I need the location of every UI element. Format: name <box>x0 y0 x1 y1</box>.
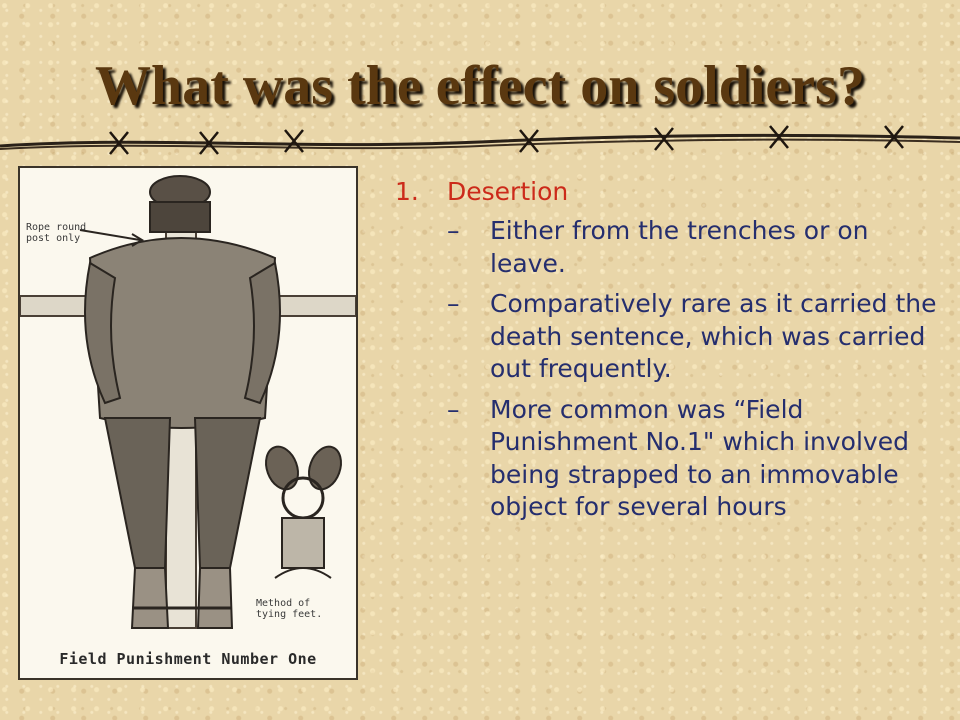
bullet-dash: – <box>447 394 460 424</box>
barbed-wire-divider <box>0 118 960 168</box>
slide-content <box>395 176 945 524</box>
bullet-dash: – <box>447 216 460 246</box>
point-heading <box>395 176 945 207</box>
feet-note: Method of tying feet. <box>256 598 323 620</box>
point-title: Desertion <box>447 177 569 206</box>
illustration-caption: Field Punishment Number One <box>59 650 317 668</box>
field-punishment-illustration <box>18 166 358 680</box>
subpoint <box>395 215 945 280</box>
slide-title: What was the effect on soldiers? <box>95 55 865 117</box>
subpoint <box>395 288 945 386</box>
point-number: 1. <box>395 177 419 206</box>
bullet-dash: – <box>447 289 460 319</box>
subpoint-text: More common was “Field Punishment No.1" which involved being strapped to an immovable object for several hours <box>490 394 909 522</box>
subpoint <box>395 394 945 524</box>
subpoint-text: Either from the trenches or on leave. <box>490 216 869 278</box>
subpoint-text: Comparatively rare as it carried the death sentence, which was carried out frequently. <box>490 289 937 384</box>
rope-note: Rope round post only <box>26 222 87 244</box>
